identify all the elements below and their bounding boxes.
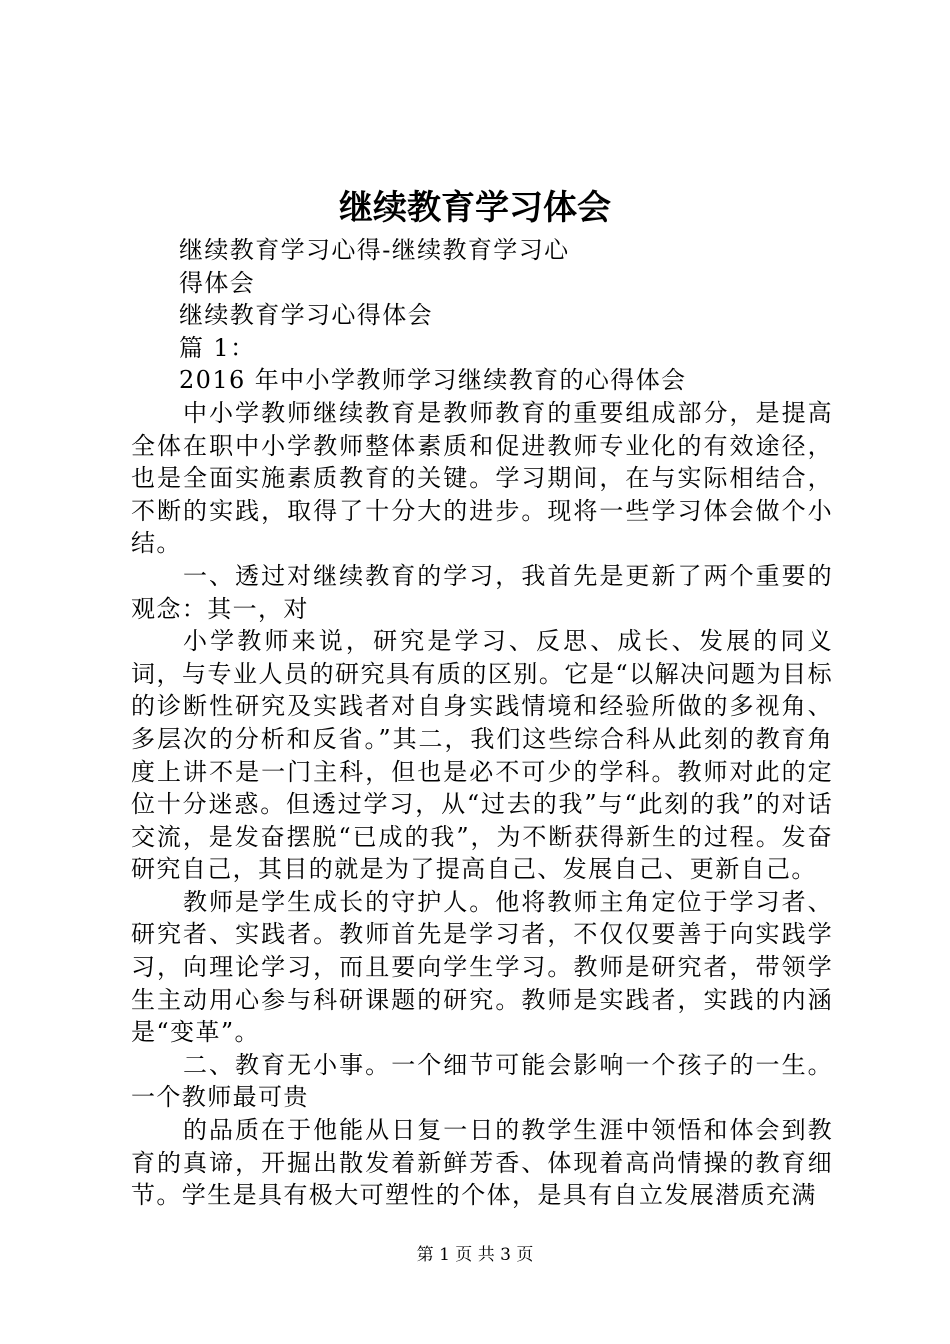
paragraph: 教师是学生成长的守护人。他将教师主角定位于学习者、研究者、实践者。教师首先是学习者，不仅仅要善于向实践学习，向理论学习，而且要向学生学习。教师是研究者，带领学生主动用心参与科研课题的研究。教师是实践者，实践的内涵是“变革”。 [131, 887, 833, 1047]
page-footer: 第 1 页 共 3 页 [416, 1245, 534, 1265]
paragraph: 中小学教师继续教育是教师教育的重要组成部分，是提高全体在职中小学教师整体素质和促进教师专业化的有效途径，也是全面实施素质教育的关键。学习期间，在与实际相结合，不断的实践，取得了十分大的进步。现将一些学习体会做个小结。 [131, 398, 833, 558]
paragraph: 小学教师来说，研究是学习、反思、成长、发展的同义词，与专业人员的研究具有质的区别。它是“以解决问题为目标的诊断性研究及实践者对自身实践情境和经验所做的多视角、多层次的分析和反省。”其二，我们这些综合科从此刻的教育角度上讲不是一门主科，但也是必不可少的学科。教师对此的定位十分迷惑。但透过学习，从“过去的我”与“此刻的我”的对话交流，是发奋摆脱“已成的我”，为不断获得新生的过程。发奋研究自己，其目的就是为了提高自己、发展自己、更新自己。 [131, 627, 833, 884]
paragraph: 一、透过对继续教育的学习，我首先是更新了两个重要的观念：其一，对 [131, 561, 833, 623]
document-title: 继续教育学习体会 [339, 188, 611, 228]
header-line: 篇 1： [179, 333, 256, 362]
paragraph: 二、教育无小事。一个细节可能会影响一个孩子的一生。一个教师最可贵 [131, 1050, 833, 1112]
header-line: 继续教育学习心得体会 [179, 301, 433, 330]
header-line: 得体会 [179, 268, 256, 297]
document-body [131, 234, 833, 1212]
header-line: 继续教育学习心得-继续教育学习心 [179, 236, 570, 264]
header-line: 2016 年中小学教师学习继续教育的心得体会 [179, 366, 687, 395]
paragraph: 的品质在于他能从日复一日的教学生涯中领悟和体会到教育的真谛，开掘出散发着新鲜芳香、体现着高尚情操的教育细节。学生是具有极大可塑性的个体，是具有自立发展潜质充满 [131, 1116, 833, 1210]
